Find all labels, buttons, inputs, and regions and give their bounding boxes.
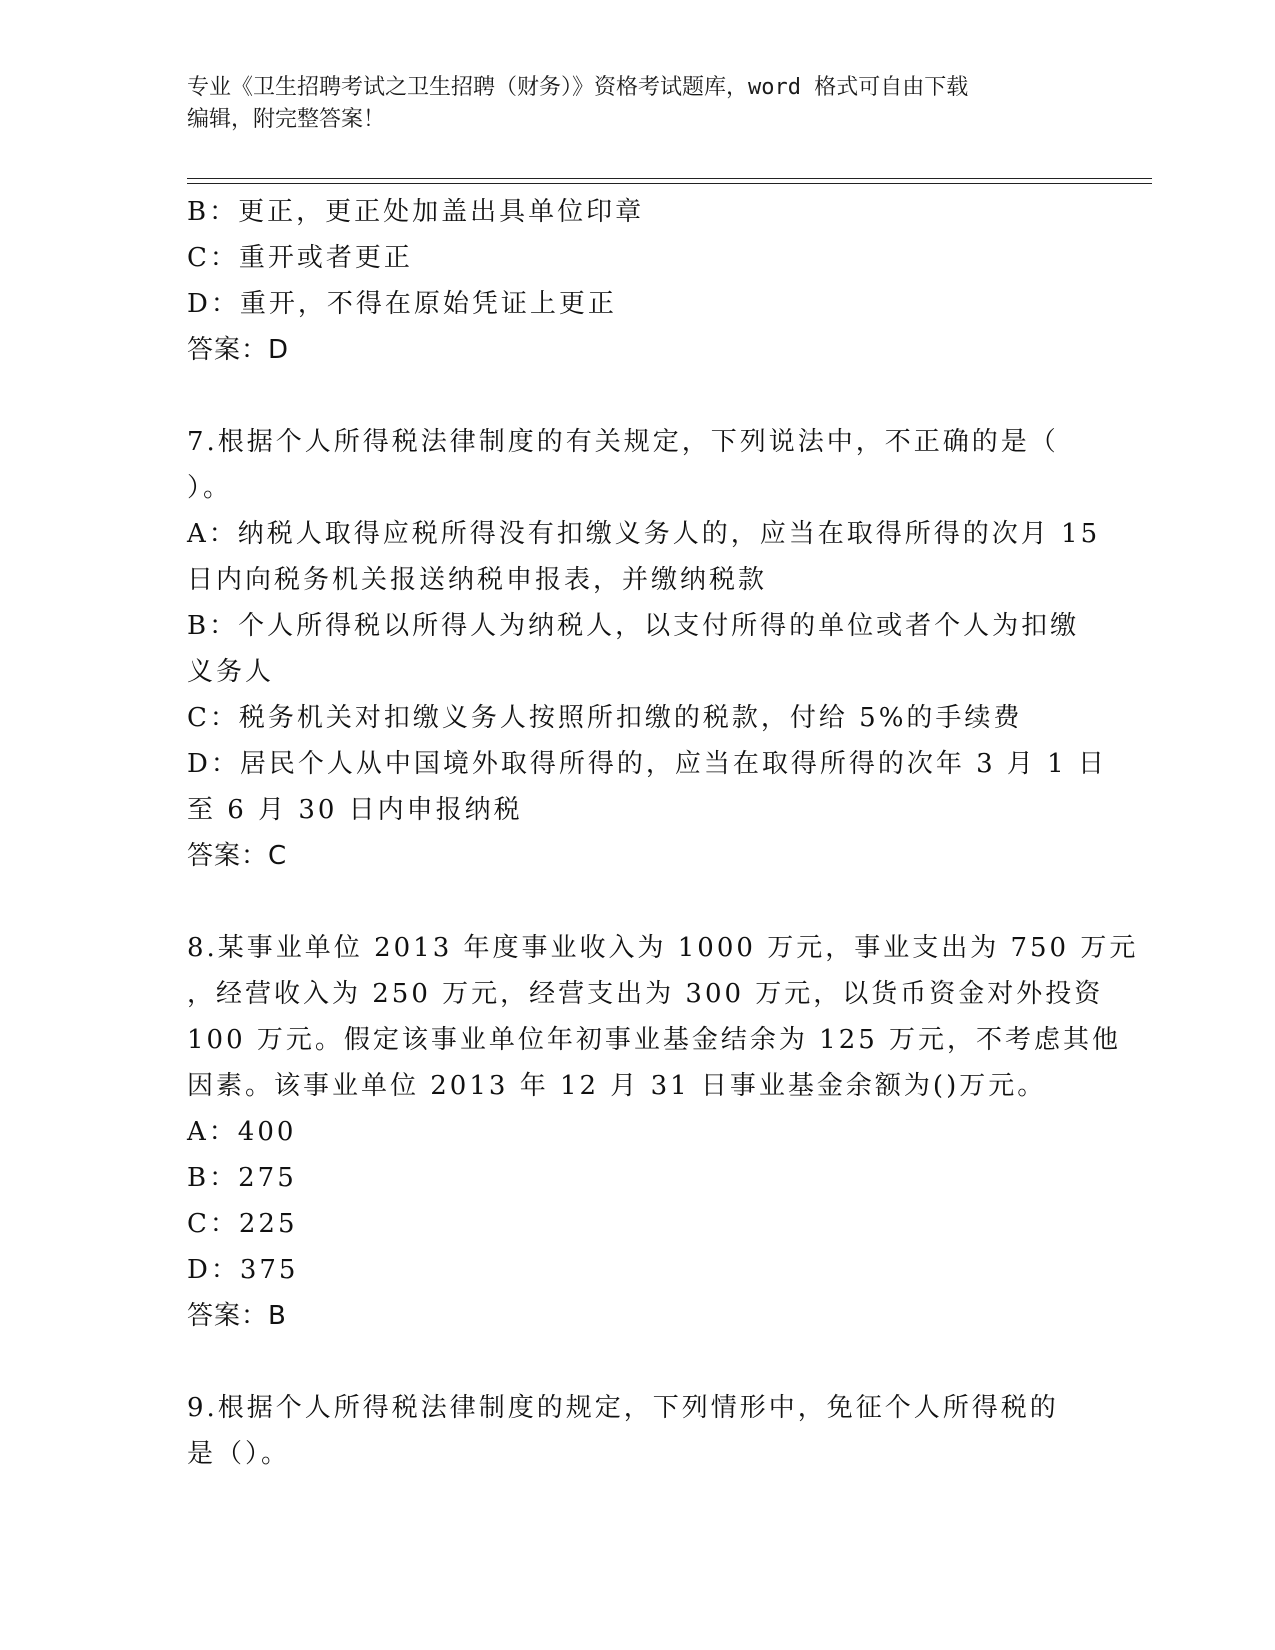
option-d: D：重开，不得在原始凭证上更正 bbox=[187, 289, 617, 319]
question-stem: ）。 bbox=[187, 473, 233, 503]
option-a: A：400 bbox=[187, 1117, 297, 1147]
question-8 bbox=[187, 925, 1139, 1339]
option-b: B：275 bbox=[187, 1163, 297, 1193]
option-c: C：225 bbox=[187, 1209, 298, 1239]
spacer bbox=[187, 1339, 1087, 1385]
answer: 答案：B bbox=[187, 1301, 287, 1331]
question-9 bbox=[187, 1385, 1087, 1477]
question-stem: 是（）。 bbox=[187, 1439, 291, 1469]
option-d: D：居民个人从中国境外取得所得的，应当在取得所得的次年 3 月 1 日 bbox=[187, 749, 1107, 779]
option-c: C：税务机关对扣缴义务人按照所扣缴的税款，付给 5%的手续费 bbox=[187, 703, 1023, 733]
spacer bbox=[187, 373, 1087, 419]
question-7 bbox=[187, 419, 1107, 879]
header-divider-bottom bbox=[187, 183, 1152, 184]
option-c: C：重开或者更正 bbox=[187, 243, 413, 273]
question-stem: 100 万元。假定该事业单位年初事业基金结余为 125 万元，不考虑其他 bbox=[187, 1025, 1122, 1055]
question-content bbox=[187, 189, 1139, 1477]
header-line-2: 编辑，附完整答案！ bbox=[187, 107, 386, 132]
question-stem: 7.根据个人所得税法律制度的有关规定，下列说法中，不正确的是（ bbox=[187, 427, 1059, 457]
page-header bbox=[187, 72, 1087, 136]
header-divider-top bbox=[187, 178, 1152, 179]
spacer bbox=[187, 879, 1087, 925]
option-a: 日内向税务机关报送纳税申报表，并缴纳税款 bbox=[187, 565, 768, 595]
option-d: 至 6 月 30 日内申报纳税 bbox=[187, 795, 523, 825]
option-b: B：个人所得税以所得人为纳税人，以支付所得的单位或者个人为扣缴 bbox=[187, 611, 1080, 641]
option-d: D：375 bbox=[187, 1255, 299, 1285]
question-stem: 8.某事业单位 2013 年度事业收入为 1000 万元，事业支出为 750 万元 bbox=[187, 933, 1139, 963]
header-line-1: 专业《卫生招聘考试之卫生招聘（财务）》资格考试题库，word 格式可自由下载 bbox=[187, 75, 969, 100]
question-stem: 9.根据个人所得税法律制度的规定，下列情形中，免征个人所得税的 bbox=[187, 1393, 1059, 1423]
question-stem: 因素。该事业单位 2013 年 12 月 31 日事业基金余额为()万元。 bbox=[187, 1071, 1047, 1101]
option-b: B：更正，更正处加盖出具单位印章 bbox=[187, 197, 645, 227]
option-b: 义务人 bbox=[187, 657, 275, 687]
question-6 bbox=[187, 189, 1087, 373]
answer: 答案：C bbox=[187, 841, 288, 871]
answer: 答案：D bbox=[187, 335, 290, 365]
question-stem: ，经营收入为 250 万元，经营支出为 300 万元，以货币资金对外投资 bbox=[187, 979, 1104, 1009]
option-a: A：纳税人取得应税所得没有扣缴义务人的，应当在取得所得的次月 15 bbox=[187, 519, 1101, 549]
